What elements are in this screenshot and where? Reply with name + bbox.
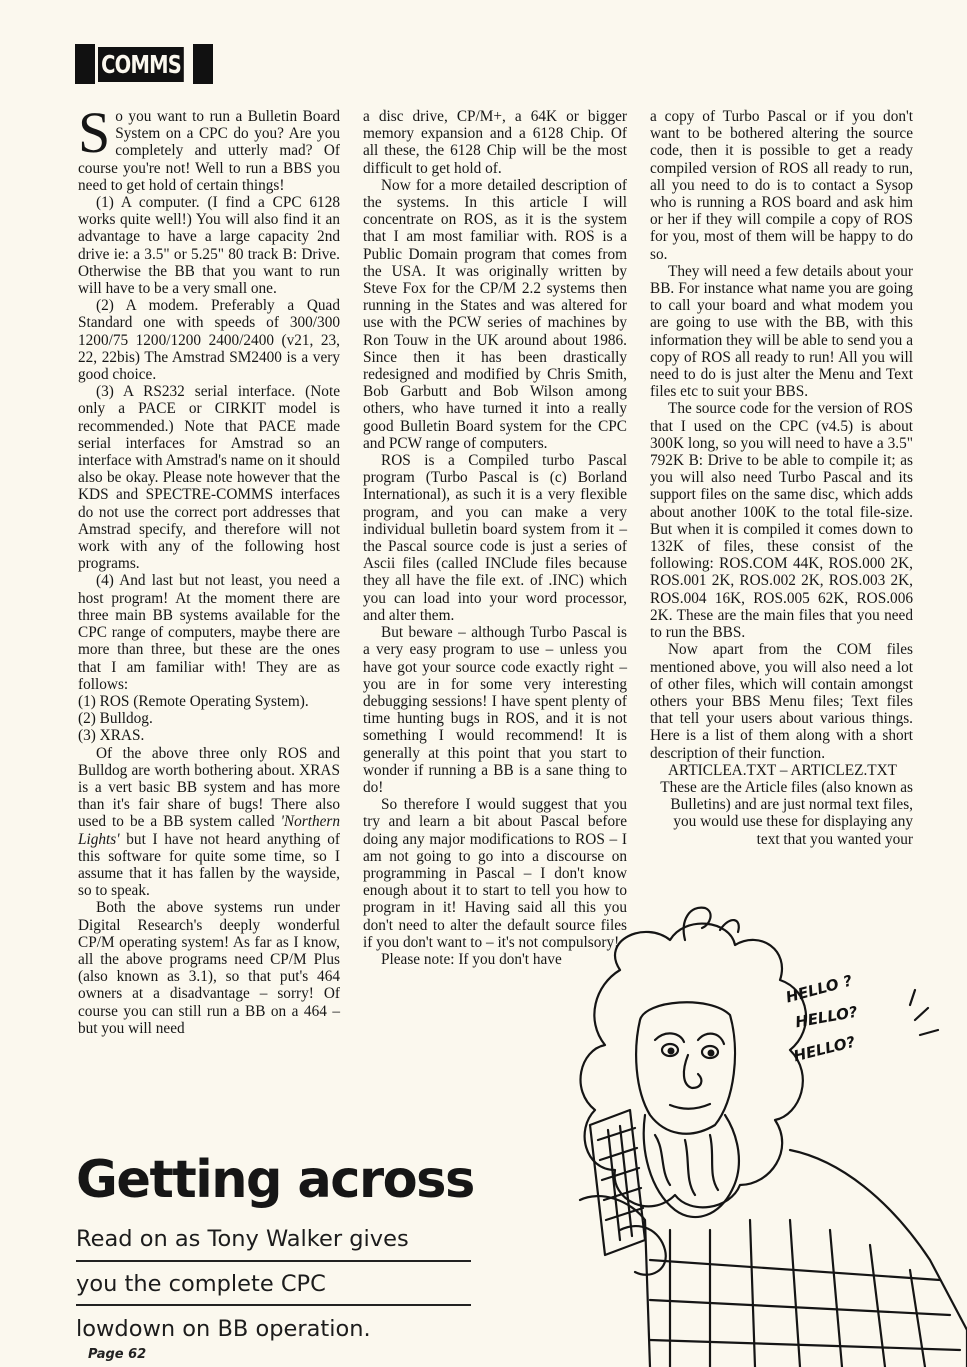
article-column-2 [363,108,627,968]
section-tag-label: COMMS [98,47,184,82]
deck-rule [76,1304,471,1306]
paragraph: a disc drive, CP/M+, a 64K or bigger memory expansion and a 6128 Chip. Of all these, the 6128 Chip will be the most difficult to get hold of. [363,108,627,177]
section-tag [75,42,213,86]
tag-block-right [193,44,213,84]
deck-line-3: lowdown on BB operation. [76,1316,371,1342]
list-item: (1) ROS (Remote Operating System). [78,692,309,710]
deck-rule [76,1260,471,1262]
page-number: Page 62 [88,1347,147,1362]
paragraph: They will need a few details about your BB. For instance what name you are going to call your board and what modem you are going to use with the BB, with this information they will be able to send you a copy of ROS all ready to run! All you will need to do is just alter the Menu and Text files etc to suit your BBS. [650,262,913,401]
article-column-1 [78,100,340,1037]
paragraph: Now for a more detailed description of the systems. In this article I will concentrate on ROS, as it is the system that I am most familiar with. ROS is a Public Domain program that comes from the USA. It was originally written by Steve Fox for the CP/M 2.2 systems then running in the States and was altered for use with the PCW series of machines by Ron Touw in the UK around about 1986. Since then it has been drastically redesigned and modified by Chris Smith, Bob Garbutt and Bob Wilson among others, who have turned it into a really good Bulletin Board system for the CPC and PCW range of computers. [363,176,627,452]
paragraph: a copy of Turbo Pascal or if you don't want to be bothered altering the source code, then it is possible to get a ready compiled version of ROS all ready to run, all you need to do is to contact a Sysop who is running a ROS board and ask him or her if they will compile a copy of ROS for you, most of them will be happy to do so. [650,108,913,263]
paragraph: (2) A modem. Preferably a Quad Standard one with speeds of 300/300 1200/75 1200/1200 2400/2400 (v21, 23, 22, 22bis) The Amstrad SM2400 is a very good choice. [78,297,340,384]
paragraph: The source code for the version of ROS that I used on the CPC (v4.5) is about 300K long, so you will need to have a 3.5" 792K B: Drive to be able to compile it; as you will also need Turbo Pascal and its support files on the same disc, which adds about another 100K to the total file-size. But when it is compiled it comes down to 132K of files, these consist of the following: ROS.COM 44K, ROS.000 2K, ROS.001 2K, ROS.002 2K, ROS.003 2K, ROS.004 16K, ROS.005 62K, ROS.006 2K. These are the main files that you need to run the BBS. [650,400,913,642]
deck-line-1: Read on as Tony Walker gives [76,1226,409,1252]
speech-hello-1: HELLO ? [783,971,855,1007]
paragraph: So you want to run a Bulletin Board System on a CPC do you? Are you completely and utterly mad? Of course you're not! Well to run a BBS you need to get hold of certain things! [78,100,340,194]
cartoon-illustration [470,900,967,1367]
paragraph: Please note: If you don't have [381,950,562,968]
paragraph: These are the Article files (also known as Bulletins) and are just normal text files, you would use these for displaying any text that you wanted your [660,778,913,848]
paragraph: Now apart from the COM files mentioned above, you will also need a lot of other files, which will contain amongst others your BBS Menu files; Text files that tell your users about various things. Here is a list of them along with a short description of their function. [650,641,913,762]
paragraph: ROS is a Compiled turbo Pascal program (Turbo Pascal is (c) Borland International), as such it is a very flexible program, and you can make a very individual bulletin board system from it – the Pascal source code is just a series of Ascii files (called INClude files because they all have the file ext. of .INC) which you can load into your word processor, and alter them. [363,452,627,624]
speech-hello-2: HELLO? [793,1002,859,1032]
paragraph: Of the above three only ROS and Bulldog are worth bothering about. XRAS is a vert basic BB system and has more than it's fair share of bugs! There also used to be a BB system called 'Northern Lights' but I have not heard anything of this software for quite some time, so I assume that it has fallen by the wayside, so to speak. [78,744,340,900]
article-column-3 [650,108,913,848]
headline: Getting across [76,1150,474,1210]
paragraph: But beware – although Turbo Pascal is a very easy program to use – unless you have got your source code exactly right – you are in for some very interesting debugging sessions! I have spent plenty of time hunting bugs in ROS, and it is not something I would recommend! It is generally at this point that you start to wonder if running a BB is a sane thing to do! [363,624,627,796]
paragraph: (1) A computer. (I find a CPC 6128 works quite well!) You will also find it an advantage to have a large capacity 2nd drive ie: a 3.5" or 5.25" 80 track B: Drive. Otherwise the BB that you want to run will have to be a very small one. [78,194,340,298]
deck-line-2: you the complete CPC [76,1271,326,1297]
file-name-heading: ARTICLEA.TXT – ARTICLEZ.TXT [668,761,898,779]
list-item: (2) Bulldog. [78,710,153,728]
list-item: (3) XRAS. [78,727,145,745]
tag-block-left [75,44,95,84]
paragraph: (3) A RS232 serial interface. (Note only a PACE or CIRKIT model is recommended.) Note that PACE made serial interfaces for Amstrad so an interface with Amstrad's name on it should also be okay. Please note however that the KDS and SPECTRE-COMMS interfaces do not use the correct port addresses that Amstrad specify, and therefore will not work with any of the following host programs. [78,383,340,573]
speech-hello-3: HELLO? [791,1032,858,1066]
paragraph: (4) And last but not least, you need a host program! At the moment there are three main BB systems available for the CPC range of computers, maybe there are more than three, but these are the ones that I am familiar with! They are as follows: [78,572,340,693]
drop-cap: S [78,100,111,165]
paragraph: So therefore I would suggest that you try and learn a bit about Pascal before doing any major modifications to ROS – I am not going to go into a discourse on programming in Pascal – I don't know enough about it to start to tell you how to program in it! Having said all this you don't need to alter the default source files if you don't want to – it's not compulsory! [363,796,627,951]
paragraph: Both the above systems run under Digital Research's deeply wonderful CP/M operating system! As far as I know, all the above programs need CP/M Plus (also known as 3.1), so that put's 464 owners at a disadvantage – sorry! Of course you can still run a BB on a 464 – but you will need [78,899,340,1037]
